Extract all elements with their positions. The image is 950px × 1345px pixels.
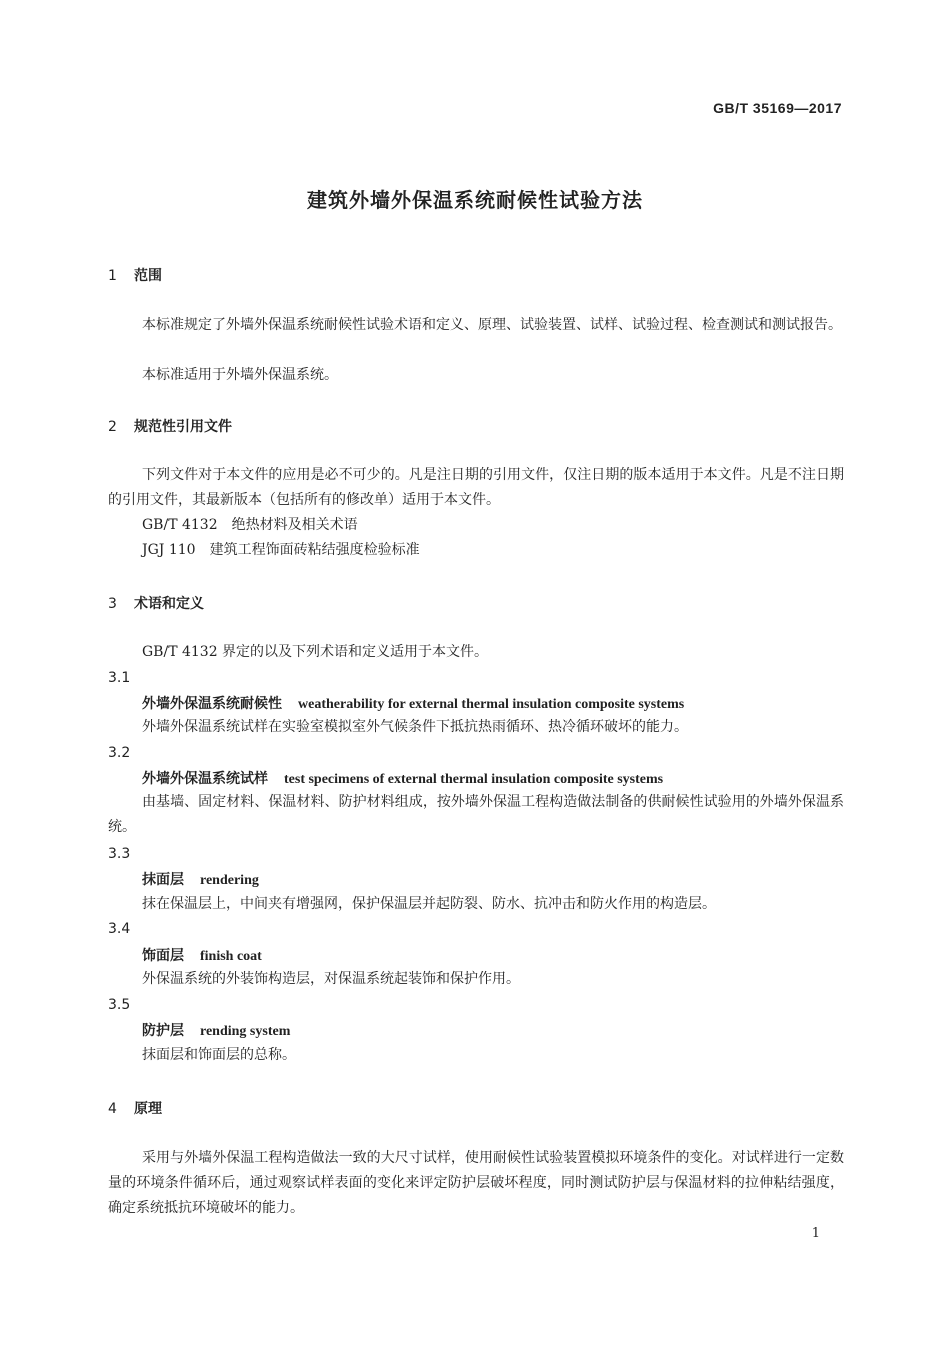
section-2-paragraph-1: 下列文件对于本文件的应用是必不可少的。凡是注日期的引用文件，仅注日期的版本适用于本文件。凡是不注日期的引用文件，其最新版本（包括所有的修改单）适用于本文件。 xyxy=(108,467,844,508)
section-1-paragraph-1: 本标准规定了外墙外保温系统耐候性试验术语和定义、原理、试验装置、试样、试验过程、检查测试和测试报告。 xyxy=(142,317,842,333)
term-chinese: 外墙外保温系统试样 xyxy=(142,771,268,787)
section-number: 4 xyxy=(108,1101,117,1117)
section-title: 术语和定义 xyxy=(134,596,204,612)
term-chinese: 防护层 xyxy=(142,1023,184,1039)
term-definition: 抹面层和饰面层的总称。 xyxy=(142,1047,296,1063)
normative-reference xyxy=(142,513,358,538)
term-english: test specimens of external thermal insulation composite systems xyxy=(284,772,664,787)
term-english: finish coat xyxy=(200,949,262,964)
term-entry xyxy=(142,694,684,715)
section-2-heading xyxy=(108,416,232,436)
term-entry xyxy=(142,946,262,967)
term-entry xyxy=(142,1021,290,1042)
term-chinese: 抹面层 xyxy=(142,872,184,888)
standard-code: GB/T 35169—2017 xyxy=(713,100,842,116)
section-number: 3 xyxy=(108,596,117,612)
clause-number: 3.1 xyxy=(108,670,131,686)
section-title: 范围 xyxy=(134,268,162,284)
normative-reference xyxy=(142,538,420,563)
term-definition: 抹在保温层上，中间夹有增强网，保护保温层并起防裂、防水、抗冲击和防火作用的构造层。 xyxy=(142,896,716,912)
term-chinese: 饰面层 xyxy=(142,948,184,964)
reference-title: 绝热材料及相关术语 xyxy=(231,517,358,533)
term-definition: 外墙外保温系统试样在实验室模拟室外气候条件下抵抗热雨循环、热冷循环破坏的能力。 xyxy=(142,719,688,735)
term-entry xyxy=(142,870,259,891)
clause-number: 3.5 xyxy=(108,997,131,1013)
term-entry xyxy=(142,769,663,790)
section-number: 2 xyxy=(108,419,117,435)
section-title: 原理 xyxy=(134,1101,162,1117)
term-english: rending system xyxy=(200,1024,291,1039)
page-number: 1 xyxy=(811,1226,820,1241)
term-definition: 外保温系统的外装饰构造层，对保温系统起装饰和保护作用。 xyxy=(142,971,520,987)
document-title: 建筑外墙外保温系统耐候性试验方法 xyxy=(307,188,643,212)
section-1-paragraph-2: 本标准适用于外墙外保温系统。 xyxy=(142,367,338,383)
section-1-heading xyxy=(108,265,162,285)
clause-number: 3.4 xyxy=(108,921,131,937)
term-english: weatherability for external thermal insulation composite systems xyxy=(298,697,685,712)
section-4-heading xyxy=(108,1098,162,1118)
section-title: 规范性引用文件 xyxy=(134,419,232,435)
term-english: rendering xyxy=(200,873,259,888)
term-definition: 由基墙、固定材料、保温材料、防护材料组成，按外墙外保温工程构造做法制备的供耐候性试验用的外墙外保温系统。 xyxy=(108,794,844,835)
reference-title: 建筑工程饰面砖粘结强度检验标准 xyxy=(209,542,420,558)
clause-number: 3.2 xyxy=(108,745,131,761)
reference-code: JGJ 110 xyxy=(142,542,196,558)
section-3-paragraph-1: GB/T 4132 界定的以及下列术语和定义适用于本文件。 xyxy=(142,644,489,660)
section-3-heading xyxy=(108,593,204,613)
reference-code: GB/T 4132 xyxy=(142,517,218,533)
term-chinese: 外墙外保温系统耐候性 xyxy=(142,696,282,712)
section-4-paragraph-1: 采用与外墙外保温工程构造做法一致的大尺寸试样，使用耐候性试验装置模拟环境条件的变化。对试样进行一定数量的环境条件循环后，通过观察试样表面的变化来评定防护层破坏程度，同时测试防护层与保温材料的拉伸粘结强度，确定系统抵抗环境破坏的能力。 xyxy=(108,1150,844,1216)
section-number: 1 xyxy=(108,268,117,284)
clause-number: 3.3 xyxy=(108,846,131,862)
